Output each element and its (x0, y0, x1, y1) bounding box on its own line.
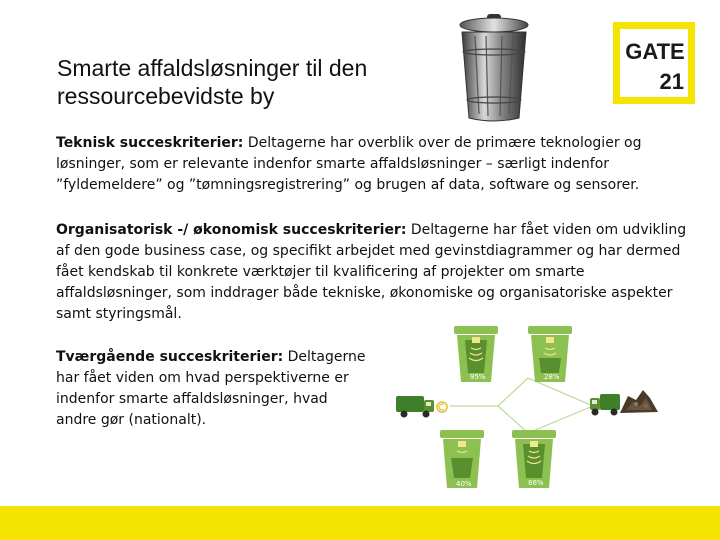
logo-text-21: 21 (659, 69, 684, 94)
gate21-logo (613, 22, 695, 104)
slide-title (57, 54, 457, 110)
sensor-bin-4 (512, 430, 556, 488)
technical-criteria-text: Deltagerne har overblik over de primære teknologier og løsninger, som er relevante indenfor smarte affaldsløsninger – særligt indenfor ”fyldemeldere” og ”tømningsregistrering” og brugen af data, software og sensorer. (56, 135, 642, 193)
garbage-truck-right-icon (590, 394, 620, 416)
sensor-bin-1 (454, 326, 498, 382)
organisational-criteria-paragraph (56, 220, 696, 325)
organisational-criteria-label: Organisatorisk -/ økonomisk succeskriterier: (56, 222, 407, 238)
bin-2-fill-label: 28% (544, 373, 560, 381)
sensor-bin-2 (528, 326, 572, 382)
waste-pile-icon (620, 390, 658, 413)
slide-title-line-2: ressourcebevidste by (57, 83, 275, 109)
garbage-truck-left-icon (396, 396, 434, 418)
slide-title-line-1: Smarte affaldsløsninger til den (57, 55, 368, 81)
coin-icon (437, 402, 447, 412)
trash-can-image (455, 12, 533, 124)
cross-cutting-criteria-label: Tværgående succeskriterier: (56, 349, 284, 365)
organisational-criteria-text: Deltagerne har fået viden om udvikling af den gode business case, og specifikt arbejdet med gevinstdiagrammer og har dermed fået kendskab til konkrete værktøjer til kvalificering af projekter om smarte affaldsløsninger, som inddrager både tekniske, økonomiske og organisatoriske aspekter samt styringsmål. (56, 222, 687, 322)
technical-criteria-paragraph (56, 133, 696, 196)
logo-text-gate: GATE (625, 39, 685, 64)
cross-cutting-criteria-text: Deltagerne har fået viden om hvad perspektiverne er indenfor smarte affaldsløsninger, hvad andre gør (nationalt). (56, 349, 366, 428)
bin-4-fill-label: 86% (528, 479, 544, 487)
cross-cutting-criteria-paragraph (56, 347, 366, 431)
technical-criteria-label: Teknisk succeskriterier: (56, 135, 244, 151)
bin-3-fill-label: 40% (456, 480, 472, 488)
smart-waste-diagram (388, 318, 660, 498)
sensor-bin-3 (440, 430, 484, 488)
bottom-accent-bar (0, 506, 720, 540)
bin-1-fill-label: 95% (470, 373, 486, 381)
diagram-connection-lines (450, 378, 603, 433)
